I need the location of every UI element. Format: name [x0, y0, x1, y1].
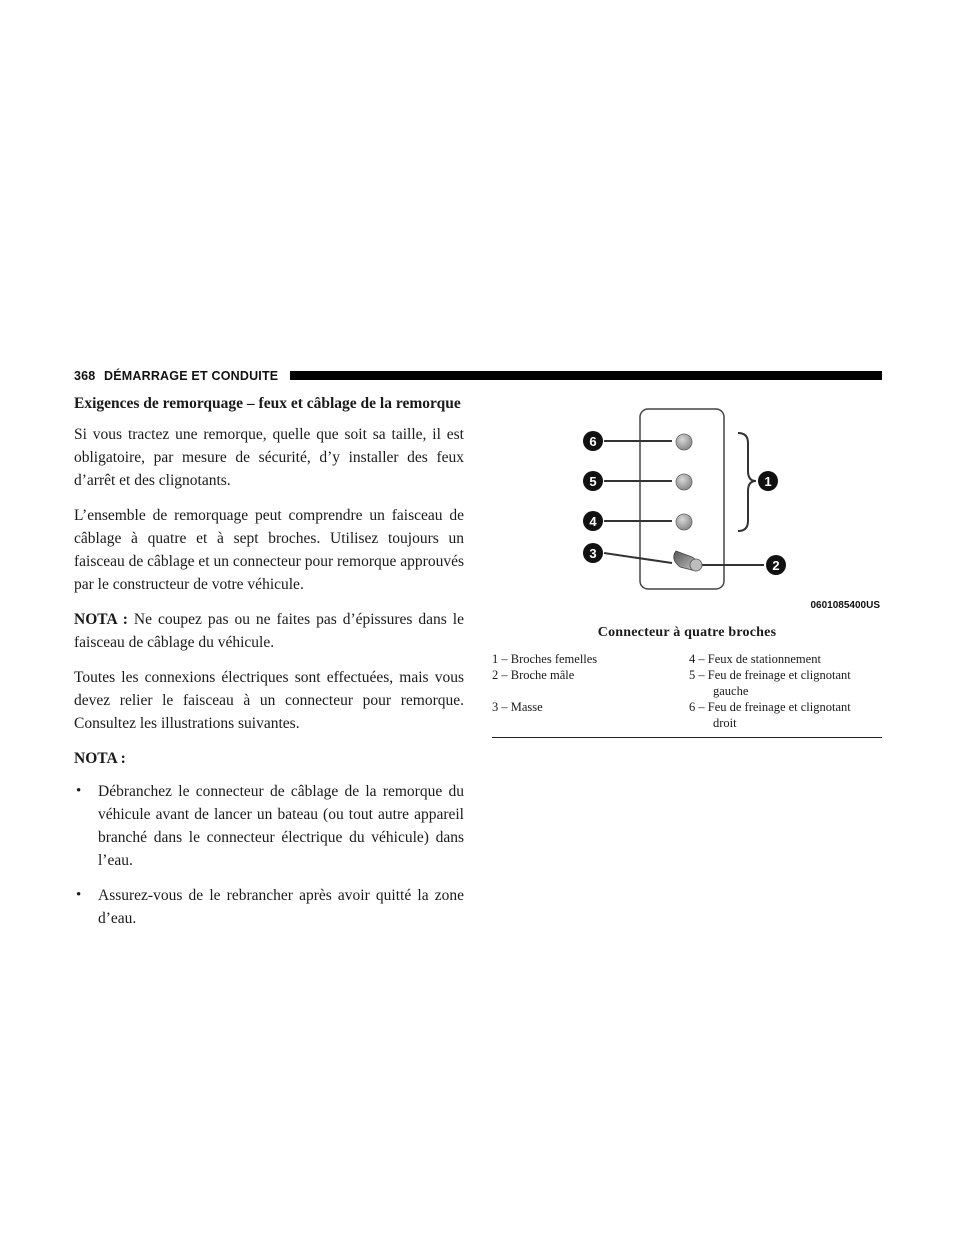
section-heading: Exigences de remorquage – feux et câblage de la remorque	[74, 395, 461, 412]
svg-text:1: 1	[764, 474, 772, 489]
legend-item: 6 – Feu de freinage et clignotant droit	[689, 700, 851, 730]
section-title: DÉMARRAGE ET CONDUITE	[104, 369, 279, 383]
bullet-icon: •	[76, 783, 82, 799]
paragraph-harness: L’ensemble de remorquage peut comprendre un faisceau de câblage à quatre et à sept broches. Utilisez toujours un faisceau de câblage et un connecteur pour remorque approuvés par le constructeur de votre véhicule.	[74, 507, 464, 593]
legend-item: 3 – Masse	[492, 700, 543, 714]
right-column	[492, 393, 882, 738]
header-rule	[290, 371, 882, 380]
figure-caption: Connecteur à quatre broches	[597, 625, 777, 640]
list-item	[74, 884, 464, 930]
nota-label-2: NOTA :	[74, 750, 126, 767]
callout-2-icon	[766, 555, 786, 575]
callout-3-icon	[583, 543, 603, 563]
bullet-text: Débranchez le connecteur de câblage de la remorque du véhicule avant de lancer un bateau (ou tout autre appareil branché dans le connecteur électrique du véhicule) dans l’eau.	[98, 783, 464, 869]
svg-text:2: 2	[772, 558, 780, 573]
svg-text:4: 4	[589, 514, 597, 529]
legend-rule	[492, 737, 882, 738]
legend-item: 1 – Broches femelles	[492, 652, 598, 666]
paragraph-connections: Toutes les connexions électriques sont effectuées, mais vous devez relier le faisceau à un connecteur pour remorque. Consultez les illustrations suivantes.	[74, 669, 464, 732]
figure-code: 0601085400US	[810, 600, 880, 611]
nota-text: Ne coupez pas ou ne faites pas d’épissures dans le faisceau de câblage du véhicule.	[74, 611, 464, 651]
page-number: 368	[74, 369, 96, 383]
left-column	[74, 393, 464, 942]
bullet-icon: •	[76, 887, 82, 903]
callout-4-icon	[583, 511, 603, 531]
pin-4	[676, 514, 692, 530]
legend-item: 2 – Broche mâle	[492, 668, 575, 682]
nota-paragraph	[74, 608, 464, 654]
page-header	[74, 367, 882, 385]
figure-legend	[492, 651, 882, 731]
svg-text:3: 3	[589, 546, 597, 561]
legend-item: 5 – Feu de freinage et clignotant gauche	[689, 668, 851, 698]
callout-5-icon	[583, 471, 603, 491]
list-item	[74, 780, 464, 872]
pin-6	[676, 434, 692, 450]
legend-item: 4 – Feux de stationnement	[689, 652, 821, 666]
bullet-text: Assurez-vous de le rebrancher après avoir quitté la zone d’eau.	[98, 887, 464, 927]
bracket	[738, 433, 756, 531]
pin-5	[676, 474, 692, 490]
connector-figure	[492, 393, 882, 615]
paragraph-intro: Si vous tractez une remorque, quelle que soit sa taille, il est obligatoire, par mesure de sécurité, d’y installer des feux d’arrêt et des clignotants.	[74, 426, 464, 489]
nota-bullet-list	[74, 780, 464, 930]
callout-1-icon	[758, 471, 778, 491]
nota-label: NOTA :	[74, 611, 128, 628]
callout-6-icon	[583, 431, 603, 451]
svg-text:5: 5	[589, 474, 597, 489]
connector-diagram	[492, 393, 882, 615]
svg-text:6: 6	[589, 434, 597, 449]
